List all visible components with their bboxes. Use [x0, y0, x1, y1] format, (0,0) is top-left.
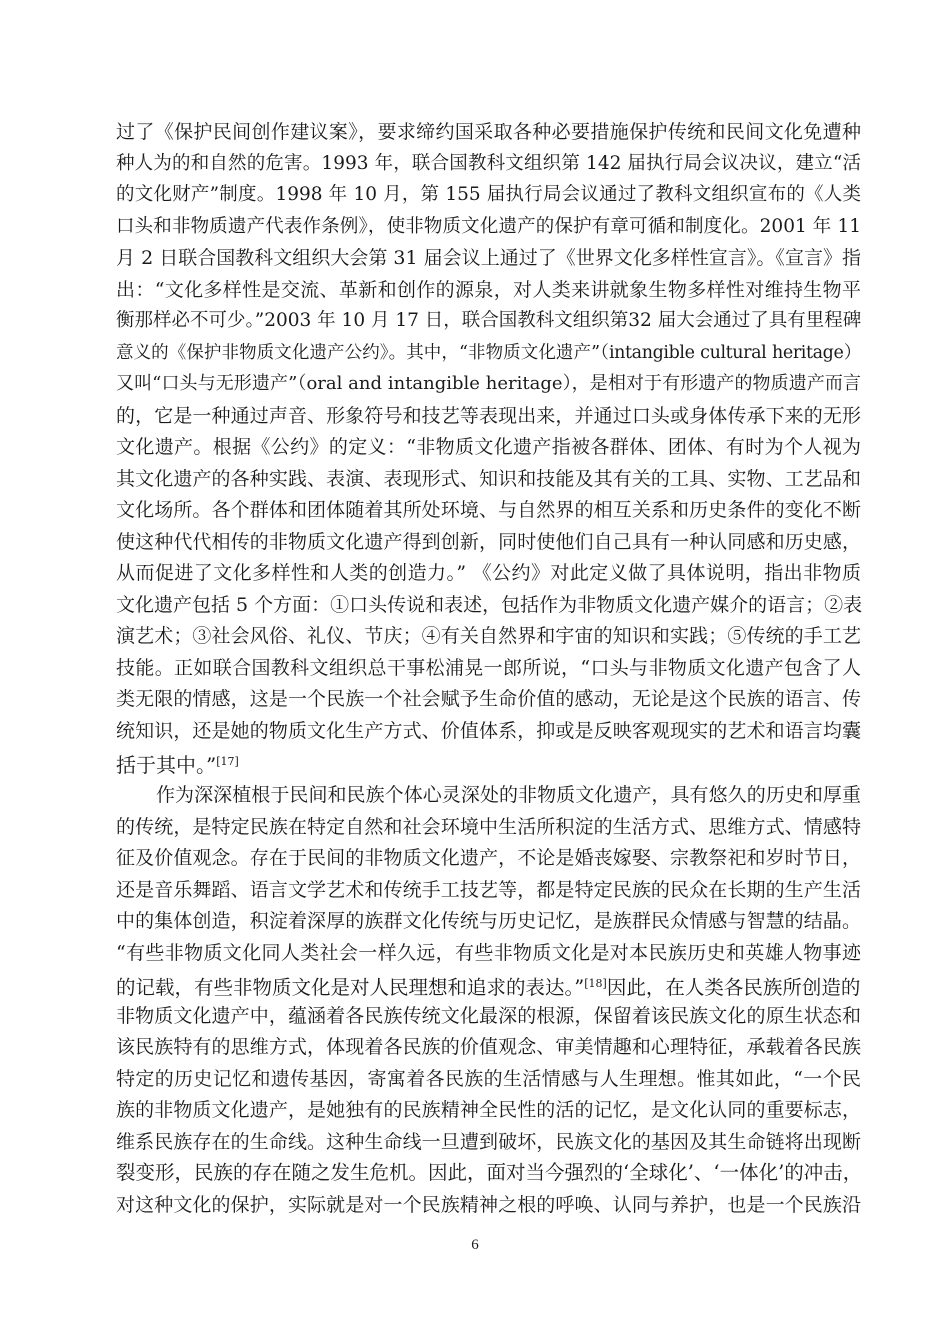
text-line: 技能。正如联合国教科文组织总干事松浦晃一郎所说，“口头与非物质文化遗产包含了人 — [116, 657, 861, 679]
text-line: 对这种文化的保护，实际就是对一个民族精神之根的呼唤、认同与养护，也是一个民族沿 — [116, 1194, 861, 1216]
text-line: 意义的《保护非物质文化遗产公约》。其中，“非物质文化遗产”（intangible cultural heritage） — [116, 343, 861, 363]
text-line: 裂变形，民族的存在随之发生危机。因此，面对当今强烈的‘全球化’、‘一体化’的冲击， — [116, 1161, 863, 1184]
text-line: 其文化遗产的各种实践、表演、表现形式、知识和技能及其有关的工具、实物、工艺品和 — [116, 468, 861, 490]
text-fragment — [116, 971, 860, 997]
text-line: 使这种代代相传的非物质文化遗产得到创新，同时使他们自己具有一种认同感和历史感， — [116, 531, 861, 553]
text-line: 文化场所。各个群体和团体随着其所处环境、与自然界的相互关系和历史条件的变化不断 — [116, 499, 861, 521]
text-line: 月 2 日联合国教科文组织大会第 31 届会议上通过了《世界文化多样性宣言》。《宣言》指 — [116, 247, 861, 269]
text-line: 族的非物质文化遗产，是她独有的民族精神全民性的活的记忆，是文化认同的重要标志， — [116, 1099, 861, 1121]
text-line: 衡那样必不可少。”2003 年 10 月 17 日，联合国教科文组织第32 届大会通过了具有里程碑 — [116, 310, 862, 331]
text-line: 又叫“口头与无形遗产”（oral and intangible heritage），是相对于有形遗产的物质遗产而言 — [116, 373, 861, 394]
text-line: 过了《保护民间创作建议案》，要求缔约国采取各种必要措施保护传统和民间文化免遭种 — [116, 121, 861, 143]
text-line: 征及价值观念。存在于民间的非物质文化遗产，不论是婚丧嫁娶、宗教祭祀和岁时节日， — [116, 847, 861, 869]
citation-ref: [17] — [216, 755, 239, 768]
text-line: 中的集体创造，积淀着深厚的族群文化传统与历史记忆，是族群民众情感与智慧的结晶。 — [116, 910, 861, 932]
text-line: 作为深深植根于民间和民族个体心灵深处的非物质文化遗产，具有悠久的历史和厚重 — [156, 784, 861, 806]
text-line: 的传统，是特定民族在特定自然和社会环境中生活所积淀的生活方式、思维方式、情感特 — [116, 816, 861, 838]
text-fragment: 的记载，有些非物质文化是对人民理想和追求的表达。” — [116, 976, 585, 999]
text-line: 种人为的和自然的危害。1993 年，联合国教科文组织第 142 届执行局会议决议，建立“活 — [116, 153, 861, 174]
text-line: 口头和非物质遗产代表作条例》，使非物质文化遗产的保护有章可循和制度化。2001 年 11 — [116, 216, 861, 237]
text-line: 统知识，还是她的物质文化生产方式、价值体系，抑或是反映客观现实的艺术和语言均囊 — [116, 720, 861, 742]
text-line: 的，它是一种通过声音、形象符号和技艺等表现出来，并通过口头或身体传承下来的无形 — [116, 405, 861, 427]
text-line: 还是音乐舞蹈、语言文学艺术和传统手工技艺等，都是特定民族的民众在长期的生产生活 — [116, 879, 861, 901]
text-line: 类无限的情感，这是一个民族一个社会赋予生命价值的感动，无论是这个民族的语言、传 — [116, 688, 861, 710]
text-line: 从而促进了文化多样性和人类的创造力。” 《公约》对此定义做了具体说明，指出非物质 — [116, 562, 861, 584]
text-line: 的文化财产”制度。1998 年 10 月，第 155 届执行局会议通过了教科文组织宣布的《人类 — [116, 184, 861, 205]
text-line: 文化遗产包括 5 个方面：①口头传说和表述，包括作为非物质文化遗产媒介的语言；②表 — [116, 594, 863, 616]
text-line: 维系民族存在的生命线。这种生命线一旦遭到破坏，民族文化的基因及其生命链将出现断 — [116, 1131, 861, 1153]
page-number: 6 — [471, 1237, 479, 1253]
text-line: 特定的历史记忆和遗传基因，寄寓着各民族的生活情感与人生理想。惟其如此，“一个民 — [116, 1068, 861, 1090]
text-line: “有些非物质文化同人类社会一样久远，有些非物质文化是对本民族历史和英雄人物事迹 — [116, 942, 861, 964]
text-line — [116, 971, 861, 997]
text-line: 演艺术；③社会风俗、礼仪、节庆；④有关自然界和宇宙的知识和实践；⑤传统的手工艺 — [116, 625, 861, 647]
text-line: 非物质文化遗产中，蕴涵着各民族传统文化最深的根源，保留着该民族文化的原生状态和 — [116, 1005, 861, 1027]
text-line: 文化遗产。根据《公约》的定义：“非物质文化遗产指被各群体、团体、有时为个人视为 — [116, 436, 861, 458]
text-line: 该民族特有的思维方式，体现着各民族的价值观念、审美情趣和心理特征，承载着各民族 — [116, 1036, 861, 1058]
text-line: 出：“文化多样性是交流、革新和创作的源泉，对人类来讲就象生物多样性对维持生物平 — [116, 279, 861, 301]
citation-ref: [18] — [584, 977, 607, 990]
text-fragment: 括于其中。” — [116, 753, 217, 777]
text-fragment: 因此，在人类各民族所创造的 — [606, 976, 861, 999]
text-line — [116, 749, 861, 775]
